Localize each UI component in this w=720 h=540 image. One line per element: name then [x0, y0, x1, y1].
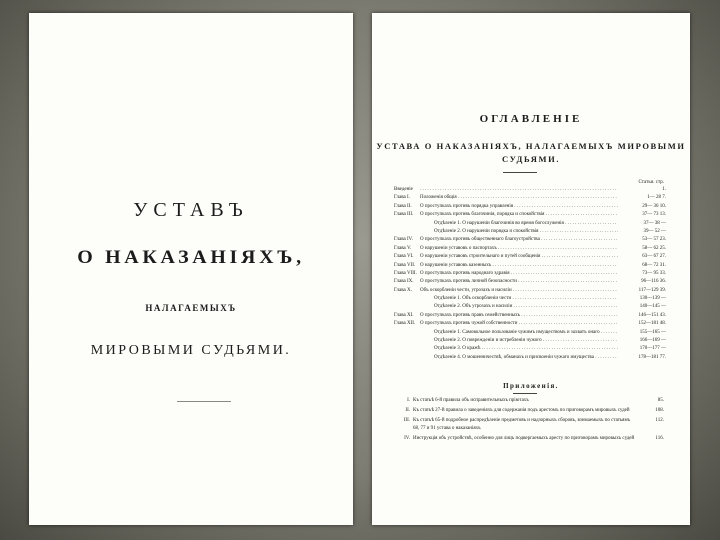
appendix-number: III. — [403, 418, 410, 424]
toc-pages: 130—139 — — [639, 296, 666, 302]
toc-chapter: Глава X. — [394, 287, 412, 293]
divider — [503, 172, 537, 173]
toc-row — [394, 253, 666, 261]
toc-chapter — [394, 228, 434, 236]
toc-row — [394, 295, 666, 303]
toc-row — [394, 220, 666, 228]
appendix-row — [396, 435, 664, 445]
toc-pages: 178—181 77. — [638, 354, 666, 360]
toc-entry-text: О проступкахъ противъ правъ семейственныхъ . . . — [420, 312, 618, 320]
toc-entry-text: Отдѣленіе 1. О нарушеніи благочинія во время богослуженія . . . — [434, 220, 618, 228]
toc-pages: 152—181 48. — [638, 321, 666, 327]
toc-entry-text: О проступкахъ противъ народнаго здравія . . . — [420, 270, 618, 278]
toc-row — [394, 270, 666, 278]
divider — [513, 393, 537, 394]
toc-chapter: Глава IV. — [394, 237, 413, 243]
toc-row — [394, 303, 666, 311]
toc-pages: 37— 38 — — [643, 220, 666, 226]
toc-row — [394, 345, 666, 353]
toc-entry-text: О нарушеніи уставовъ строительнаго и путей сообщенія . . . — [420, 253, 618, 261]
toc-pages: 1. — [662, 187, 666, 192]
toc-chapter: Глава V. — [394, 245, 412, 251]
toc-chapter: Глава III. — [394, 212, 414, 218]
toc-entry-text: О проступкахъ противъ общественнаго благоустройства . . . — [420, 236, 618, 244]
toc-subtitle-2: СУДЬЯМИ. — [501, 154, 561, 164]
toc-row — [394, 194, 666, 202]
toc-chapter: Введеніе — [394, 187, 413, 192]
toc-pages: 170—177 — — [639, 346, 666, 352]
left-page — [29, 13, 353, 525]
appendix-text: Къ статьѣ 6-й правила объ исправительныхъ пріютахъ — [413, 398, 529, 403]
toc-row — [394, 312, 666, 320]
toc-entry-text: О нарушеніи уставовъ о паспортахъ . . . — [420, 245, 618, 253]
appendix-page: 116. — [655, 435, 664, 441]
toc-entry-text: Положенія общія . . . — [420, 194, 618, 202]
appendix-row — [396, 397, 664, 407]
toc-entry-text: О проступкахъ противъ личной безопасности . . . — [420, 278, 618, 286]
toc-row — [394, 354, 666, 362]
appendix-row — [396, 417, 664, 434]
toc-row — [394, 228, 666, 236]
toc-pages: 37— 73 13. — [642, 212, 666, 218]
toc-chapter — [394, 329, 434, 337]
toc-entry-text: О нарушеніи уставовъ казенныхъ . . . — [420, 262, 618, 270]
toc-pages: 140—145 — — [639, 304, 666, 310]
appendix-text: Инструкція объ устройствѣ, особенно для лицъ подвергаемыхъ аресту по приговорамъ мировыхъ судей — [413, 435, 635, 441]
toc-entry-text: О проступкахъ противъ чужой собственности . . . — [420, 320, 618, 328]
toc-entry-text: Объ оскорбленіи чести, угрозахъ и насиліи . . . — [420, 287, 618, 295]
toc-chapter: Глава XII. — [394, 321, 416, 327]
toc-row — [394, 203, 666, 211]
toc-row — [394, 245, 666, 253]
toc-pages: 155—165 — — [639, 329, 666, 335]
toc-entry-text: Отдѣленіе 4. О мошенничествѣ, обманахъ и присвоеніи чужаго имущества . . . — [434, 354, 618, 362]
toc-entry-text: Отдѣленіе 2. О нарушеніи порядка и спокойствія . . . — [434, 228, 618, 236]
appendix-list — [396, 397, 664, 445]
right-page — [372, 13, 690, 525]
toc-chapter: Глава VII. — [394, 262, 416, 268]
toc-row — [394, 186, 666, 194]
toc-pages: 68— 72 31. — [642, 262, 666, 268]
column-header: Статьи. стр. — [638, 180, 664, 185]
toc-entry-text: О проступкахъ противъ порядка управленія . . . — [420, 203, 618, 211]
toc-chapter — [394, 303, 434, 311]
toc-chapter: Глава XI. — [394, 312, 414, 318]
appendix-number: IV. — [404, 435, 410, 441]
appendix-page: 85. — [657, 398, 664, 403]
toc-chapter: Глава IX. — [394, 279, 414, 285]
appendix-title: Приложенія. — [503, 382, 559, 390]
toc-pages: 39— 52 — — [643, 228, 666, 234]
toc-pages: 166—169 — — [639, 338, 666, 344]
toc-entry-text — [420, 186, 618, 194]
toc-chapter — [394, 354, 434, 362]
toc-entry-text: Отдѣленіе 3. О кражѣ . . . — [434, 345, 618, 353]
appendix-row — [396, 407, 664, 417]
toc-row — [394, 320, 666, 328]
toc-row — [394, 287, 666, 295]
toc-row — [394, 262, 666, 270]
toc-pages: 117—129 39. — [638, 287, 666, 293]
toc-row — [394, 278, 666, 286]
toc-pages: 73— 95 33. — [642, 270, 666, 276]
toc-chapter: Глава VI. — [394, 254, 414, 260]
appendix-text: Къ статьѣ 27-й правила о заведеніяхъ для содержанія подъ арестомъ по приговорамъ мировыхъ судей — [413, 408, 630, 414]
toc-chapter — [394, 295, 434, 303]
book-title-line-4: МИРОВЫМИ СУДЬЯМИ. — [90, 343, 292, 358]
toc-entry-text: Отдѣленіе 1. Объ оскорбленіи чести . . . — [434, 295, 618, 303]
toc-entry-text: Отдѣленіе 2. Объ угрозахъ и насиліи . . . — [434, 303, 618, 311]
toc-subtitle: УСТАВА О НАКАЗАНІЯХЪ, НАЛАГАЕМЫХЪ МИРОВЫМИ — [376, 141, 686, 151]
appendix-page: 108. — [655, 408, 664, 414]
toc-pages: 1— 28 7. — [647, 195, 666, 201]
toc-pages: 53— 57 23. — [642, 237, 666, 243]
toc-row — [394, 211, 666, 219]
toc-chapter: Глава II. — [394, 203, 412, 209]
toc-pages: 58— 62 25. — [642, 245, 666, 251]
toc-row — [394, 236, 666, 244]
appendix-text: Къ статьѣ 65-й подробное распредѣленіе предметовъ и надзорныхъ сборовъ, взимаемыхъ по статьямъ 68, 77 и 91 устава о наказаніяхъ — [413, 418, 631, 431]
toc-entry-text: О проступкахъ противъ благочинія, порядка и спокойствія . . . — [420, 211, 618, 219]
toc-entry-text: Отдѣленіе 2. О поврежденіи и истребленіи чужого . . . — [434, 337, 618, 345]
book-title-line-3: НАЛАГАЕМЫХЪ — [145, 303, 237, 313]
toc-pages: 63— 67 27. — [642, 254, 666, 260]
toc-list — [394, 186, 666, 362]
book-title: УСТАВЪ — [133, 199, 249, 221]
toc-pages: 29— 36 10. — [642, 203, 666, 209]
toc-chapter — [394, 345, 434, 353]
toc-entry-text: Отдѣленіе 1. Самовольное пользованіе чужимъ имуществомъ и захватъ онаго . . . — [434, 329, 618, 337]
toc-row — [394, 329, 666, 337]
toc-chapter — [394, 220, 434, 228]
book-title-line-2: О НАКАЗАНІЯХЪ, — [77, 247, 305, 268]
toc-chapter — [394, 337, 434, 345]
toc-pages: 96—116 36. — [641, 279, 666, 285]
toc-chapter: Глава I. — [394, 195, 410, 201]
appendix-number: I. — [407, 398, 410, 403]
toc-title: ОГЛАВЛЕНІЕ — [479, 113, 583, 125]
toc-pages: 146—151 43. — [638, 312, 666, 318]
appendix-page: 112. — [655, 418, 664, 424]
toc-chapter: Глава VIII. — [394, 270, 417, 276]
toc-row — [394, 337, 666, 345]
divider — [177, 401, 231, 402]
appendix-number: II. — [405, 408, 410, 414]
